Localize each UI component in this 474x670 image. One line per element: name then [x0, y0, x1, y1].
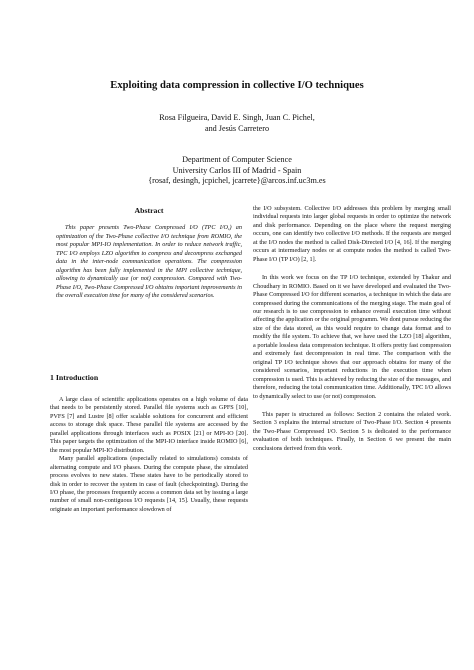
affiliation-university: University Carlos III of Madrid - Spain [172, 165, 302, 175]
section-heading-introduction: 1 Introduction [50, 372, 99, 382]
body-paragraph: In this work we focus on the TP I/O technique, extended by Thakur and Choudhary in ROMIO. Based on it we have developed and evaluated the Two-Phase Compressed I/O for different scenarios, a technique in which the data are compressed during the communications of the merging stage. The main goal of our research is to use compression to enhance overall execution time without affecting the application or the original programm. We dont pursue reducing the size of the data stored, as this would require to change data format and to modify the file system. To achieve that, we have used the LZO [18] algorithm, a portable lossless data compression technique. It offers pretty fast compression and extremely fast decompression in real time. The comparison with the original TP I/O technique shows that our approach obtains for many of the considered scenarios, important reductions in the execution time when compression is used. This is achieved by reducing the size of the messages, and therefore, reducing the total communication time. Additionally, TPC I/O allows to dynamically select to use (or not) compression. [253, 274, 451, 400]
abstract-text: This paper presents Two-Phase Compressed I/O (TPC I/O,) an optimization of the Two-Phase collective I/O technique from ROMIO, the most popular MPI-IO implementation. In order to reduce network traffic, TPC I/O employs LZO algorithm to compress and decompress exchanged data in the inter-node communication operations. The compression algorithm has been fully implemented in the MPI collective technique, allowing to dynamically use (or not) compression. Compared with Two-Phase I/O, Two-Phase Compressed I/O obtains important improvements in the overall execution time for many of the considered scenarios. [56, 224, 242, 300]
author-list [0, 112, 474, 134]
abstract-heading: Abstract [134, 206, 164, 215]
authors-line-2: and Jesús Carretero [204, 124, 270, 133]
body-paragraph: This paper is structured as follows: Section 2 contains the related work. Section 3 explains the internal structure of Two-Phase I/O. Section 4 presents the Two-Phase Compressed I/O. Section 5 is dedicated to the performance evaluation of both techniques. Finally, in Section 6 we present the main conclusions derived from this work. [253, 410, 451, 452]
paragraph-gap [253, 264, 451, 274]
authors-line-1: Rosa Filgueira, David E. Singh, Juan C. Pichel, [159, 113, 315, 122]
affiliation [0, 155, 474, 187]
paper-title: Exploiting data compression in collective I/O techniques [110, 80, 364, 91]
paragraph-gap [253, 401, 451, 411]
body-paragraph: A large class of scientific applications operates on a high volume of data that needs to be persistently stored. Parallel file systems such as GPFS [10], PVFS [7] and Lustre [8] offer scalable solutions for concurrent and efficient access to storage disk space. These parallel file systems are accessed by the parallel applications through interfaces such as POSIX [21] or MPI-IO [20]. This paper targets the optimization of the MPI-IO interface inside ROMIO [6], the most popular MPI-IO distribution. [50, 395, 248, 454]
body-paragraph: the I/O subsystem. Collective I/O addresses this problem by merging small individual requests into larger global requests in order to optimize the network and disk performance. Depending on the place where the request merging occurs, one can identify two collective I/O methods. If the requests are merged at the I/O nodes the method is called Disk-Directed I/O [4, 16]. If the merging occurs at intermediary nodes or at compute nodes the method is called Two-Phase I/O (TP I/O) [2, 1]. [253, 205, 451, 263]
left-column [50, 205, 248, 514]
right-column [253, 205, 451, 453]
body-paragraph: Many parallel applications (especially related to simulations) consists of alternating compute and I/O phases. During the compute phase, the simulated process evolves to new states. These states have to be periodically stored to disk in order to recover the system in case of fault (checkpointing). During the I/O phase, the processes frequently access a common data set by issuing a large number of small non-contiguous I/O requests [14, 15]. Usually, these requests originate an important performance slowdown of [50, 455, 248, 513]
affiliation-emails: {rosaf, desingh, jcpichel, jcarrete}@arcos.inf.uc3m.es [148, 176, 326, 185]
affiliation-department: Department of Computer Science [182, 155, 292, 164]
